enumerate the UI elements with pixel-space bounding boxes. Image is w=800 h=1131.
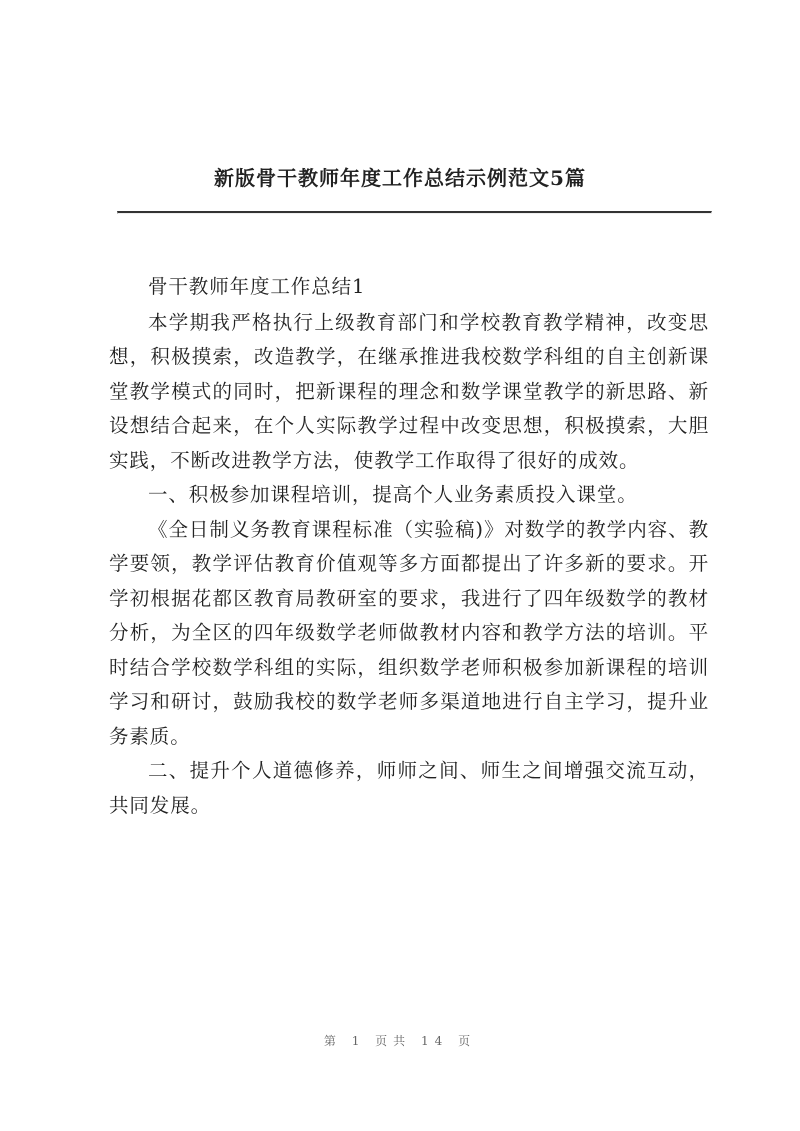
body-paragraph: 《全日制义务教育课程标准（实验稿)》对数学的教学内容、教学要领，教学评估教育价值观等多方面都提出了许多新的要求。开学初根据花都区教育局教研室的要求，我进行了四年级数学的教材分析，为全区的四年级数学老师做教材内容和教学方法的培训。平时结合学校数学科组的实际，组织数学老师积极参加新课程的培训学习和研讨，鼓励我校的数学老师多渠道地进行自主学习，提升业务素质。 xyxy=(109,517,709,748)
current-page-number: 1 xyxy=(351,1034,366,1048)
page-label-suffix: 页 xyxy=(458,1034,477,1048)
body-paragraph: 本学期我严格执行上级教育部门和学校教育教学精神，改变思想，积极摸索，改造教学，在继承推进我校数学科组的自主创新课堂教学模式的同时，把新课程的理念和数学课堂教学的新思路、新设想结合起来，在个人实际教学过程中改变思想，积极摸索，大胆实践，不断改进教学方法，使教学工作取得了很好的成效。 xyxy=(109,310,709,472)
page-footer xyxy=(0,1032,800,1050)
page-label-mid: 页共 xyxy=(375,1034,412,1048)
total-pages-number: 14 xyxy=(421,1034,449,1048)
section-heading: 二、提升个人道德修养，师师之间、师生之间增强交流互动，共同发展。 xyxy=(109,759,709,817)
section-heading: 骨干教师年度工作总结1 xyxy=(148,275,366,298)
title-divider xyxy=(117,211,712,214)
document-body xyxy=(109,270,709,823)
section-heading: 一、积极参加课程培训，提高个人业务素质投入课堂。 xyxy=(148,483,638,506)
page-label-prefix: 第 xyxy=(323,1034,342,1048)
document-title: 新版骨干教师年度工作总结示例范文5篇 xyxy=(214,166,586,190)
